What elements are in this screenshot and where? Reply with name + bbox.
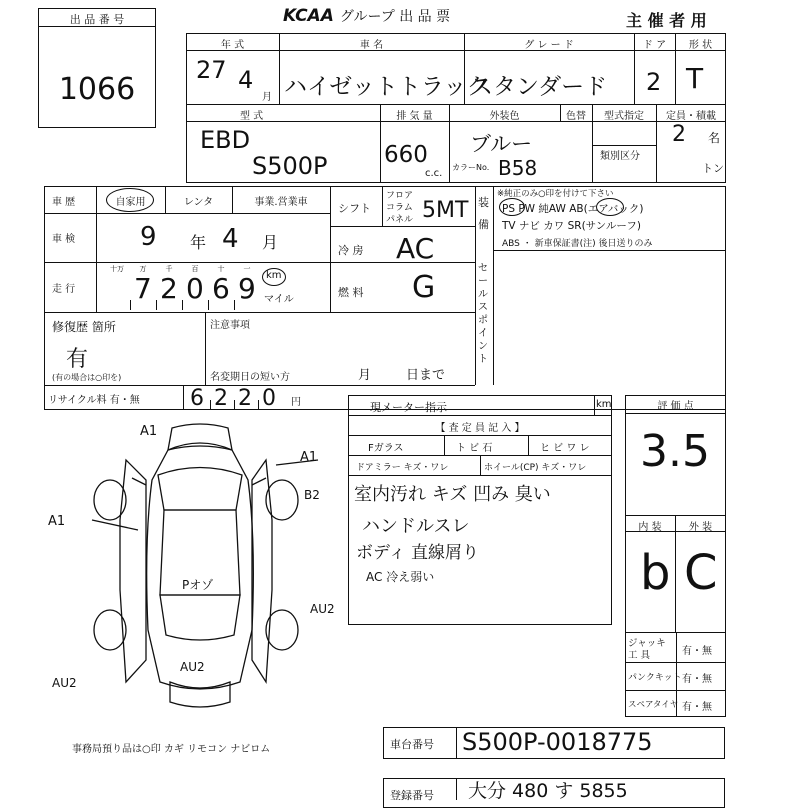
- spare-label: スペアタイヤ: [628, 700, 679, 710]
- name-change-month: 月: [358, 368, 372, 383]
- chip-label: ト ビ 石: [456, 443, 493, 454]
- spare-yes-no: 有・無: [682, 702, 712, 713]
- meter-label: 現メーター指示: [370, 401, 447, 414]
- body-label: 形 状: [688, 40, 713, 51]
- comment-1: 室内汚れ キズ 凹み 臭い: [354, 484, 551, 505]
- mileage-label: 走 行: [52, 284, 76, 295]
- lot-number: 1066: [58, 72, 136, 107]
- crack-label: ヒ ビ ワ レ: [540, 443, 590, 454]
- comment-3: ボディ 直線屑り: [356, 543, 480, 563]
- category-label: 類別区分: [600, 151, 640, 162]
- model-code: S500P: [252, 152, 328, 180]
- right-side-view: [252, 460, 272, 682]
- inspection-year-unit: 年: [190, 233, 207, 252]
- ab-circle: [596, 198, 624, 216]
- lot-number-label: 出 品 番 号: [69, 13, 125, 26]
- mileage-unit-3: 百: [191, 265, 199, 273]
- interior-label: 内 装: [638, 522, 662, 533]
- mark-b2: B2: [304, 488, 320, 502]
- score-label: 評 価 点: [657, 401, 694, 412]
- capacity-label: 定員・積載: [666, 111, 716, 122]
- car-body-outline: [147, 443, 254, 689]
- mileage-unit-2: 千: [165, 265, 173, 273]
- shift-option-0: フロア: [386, 191, 414, 201]
- sales-point-label: セールスポイント: [478, 263, 488, 365]
- displacement-value: 660: [384, 142, 428, 168]
- make-value: ハイゼットトラック: [284, 74, 490, 100]
- equipment-row-1: PS PW 純AW AB(エアバック): [502, 203, 644, 215]
- color-label: 外装色: [489, 111, 520, 122]
- equipment-note: ※純正のみ○印を付けて下さい: [497, 189, 614, 199]
- repair-value: 有: [66, 347, 89, 372]
- shift-label: シフト: [338, 202, 371, 215]
- name-change-label: 名変期日の短い方: [210, 372, 290, 383]
- year-value: 27: [196, 56, 227, 84]
- mileage-unit-4: 十: [217, 265, 225, 273]
- registration-number: 大分 480 す 5855: [468, 780, 628, 802]
- private-use-option: 自家用: [115, 197, 146, 208]
- mark-a1-top: A1: [140, 424, 158, 439]
- mark-a1-left: A1: [48, 514, 66, 529]
- score-value: 3.5: [640, 426, 710, 477]
- mark-au2-left: AU2: [52, 676, 77, 690]
- model-prefix: EBD: [200, 126, 251, 154]
- ps-circle: [499, 198, 525, 216]
- color-value: ブルー: [470, 132, 533, 156]
- repair-note: (有の場合は○印を): [52, 373, 122, 382]
- repair-label: 修復歴 箇所: [52, 320, 116, 334]
- mirror-label: ドアミラー キズ・ワレ: [356, 463, 449, 473]
- shift-option-1: コラム: [386, 203, 413, 213]
- inspection-month-unit: 月: [262, 233, 279, 252]
- mileage-digit-2: 2: [160, 272, 178, 305]
- mileage-digit-4: 6: [212, 272, 230, 305]
- interior-grade: b: [640, 545, 671, 601]
- recycle-digit-0: 6: [190, 386, 204, 411]
- mark-au2-right: AU2: [310, 602, 335, 616]
- private-use-circle: [106, 188, 154, 212]
- mark-au2-rear: AU2: [180, 660, 205, 674]
- left-side-view: [120, 460, 146, 682]
- history-label: 車 歴: [52, 197, 76, 208]
- mileage-unit-1: 万: [139, 265, 147, 273]
- equipment-label: 装 備: [478, 196, 489, 231]
- mileage-digit-5: 9: [238, 272, 256, 305]
- mileage-digit-1: 7: [134, 272, 152, 305]
- diagram-footer: 事務局預り品は○印 カギ リモコン ナビロム: [72, 744, 271, 755]
- chassis-label: 車台番号: [390, 738, 434, 751]
- recycle-digit-3: 0: [262, 386, 276, 411]
- fuel-value: G: [412, 270, 436, 305]
- puncture-yes-no: 有・無: [682, 674, 712, 685]
- color-code-label: 色替: [566, 111, 586, 122]
- grade-label: グ レ ー ド: [524, 40, 574, 51]
- ac-label: 冷 房: [338, 244, 364, 257]
- km-unit: km: [266, 270, 282, 281]
- load-unit: トン: [702, 162, 724, 175]
- shift-option-2: パネル: [386, 215, 414, 225]
- comment-2: ハンドルスレ: [362, 516, 470, 537]
- make-label: 車 名: [359, 40, 384, 51]
- rear-view: [170, 682, 230, 707]
- pointer-a1-left: [92, 520, 138, 530]
- displacement-label: 排 気 量: [396, 111, 433, 122]
- doors-value: 2: [646, 68, 662, 96]
- name-change-day: 日まで: [406, 368, 446, 383]
- shift-value: 5MT: [422, 198, 469, 223]
- recycle-unit: 円: [291, 397, 301, 408]
- mileage-unit-5: 一: [243, 265, 251, 273]
- year-label: 年 式: [220, 40, 245, 51]
- glass-label: Fガラス: [368, 443, 404, 454]
- business-option: 事業.営業車: [254, 197, 308, 208]
- recycle-digit-1: 2: [214, 386, 228, 411]
- recycle-label: リサイクル料 有・無: [48, 395, 140, 406]
- jack-yes-no: 有・無: [682, 646, 712, 657]
- type-designation-label: 型式指定: [604, 111, 644, 122]
- right-mirror: [252, 478, 266, 485]
- left-mirror: [132, 478, 146, 485]
- rental-option: レンタ: [183, 197, 214, 208]
- inspector-label: 【 査 定 員 記 入 】: [435, 423, 525, 434]
- fuel-label: 燃 料: [338, 286, 364, 299]
- recycle-digit-2: 2: [238, 386, 252, 411]
- color-no-label: カラーNo.: [452, 163, 490, 172]
- sheet-type: 主 催 者 用: [626, 11, 707, 30]
- sheet-title: グループ 出 品 票: [339, 9, 451, 25]
- chassis-number: S500P-0018775: [462, 728, 653, 756]
- month-value: 4: [238, 66, 254, 94]
- brand-logo: KCAA グループ 出 品 票: [283, 6, 451, 26]
- exterior-grade: C: [684, 545, 718, 601]
- inspection-year: 9: [140, 222, 157, 252]
- mileage-digit-3: 0: [186, 272, 204, 305]
- capacity-value: 2: [672, 122, 686, 147]
- color-no-value: B58: [498, 156, 538, 180]
- mile-unit: マイル: [264, 294, 294, 305]
- puncture-label: パンクキット: [628, 673, 682, 683]
- capacity-unit: 名: [708, 131, 721, 145]
- inspection-label: 車 検: [52, 234, 76, 245]
- equipment-row-3: ABS ・ 新車保証書(注) 後日送りのみ: [502, 239, 653, 249]
- car-rear-window: [160, 595, 240, 640]
- equipment-row-2: TV ナビ カワ SR(サンルーフ): [502, 220, 641, 232]
- mark-center: Pオゾ: [182, 578, 214, 592]
- exterior-label: 外 装: [688, 522, 713, 533]
- doors-label: ド ア: [642, 40, 667, 51]
- mark-a1-right: A1: [300, 450, 318, 465]
- registration-label: 登録番号: [390, 789, 434, 802]
- model-label: 型 式: [240, 111, 264, 122]
- month-unit: 月: [262, 92, 272, 103]
- mileage-unit-0: 十万: [110, 265, 124, 273]
- wheel-label: ホイール(CP) キズ・ワレ: [484, 463, 587, 473]
- body-value: T: [686, 62, 704, 95]
- notes-label: 注意事項: [210, 320, 250, 331]
- car-windshield: [158, 468, 242, 511]
- cc-unit: c.c.: [425, 168, 443, 179]
- jack-label: ジャッキ 工 具: [628, 638, 666, 661]
- inspection-month: 4: [222, 224, 239, 254]
- grade-value: スタンダード: [470, 74, 608, 100]
- ac-value: AC: [396, 232, 435, 265]
- comment-4: AC 冷え弱い: [366, 570, 435, 584]
- meter-unit: km: [596, 399, 612, 410]
